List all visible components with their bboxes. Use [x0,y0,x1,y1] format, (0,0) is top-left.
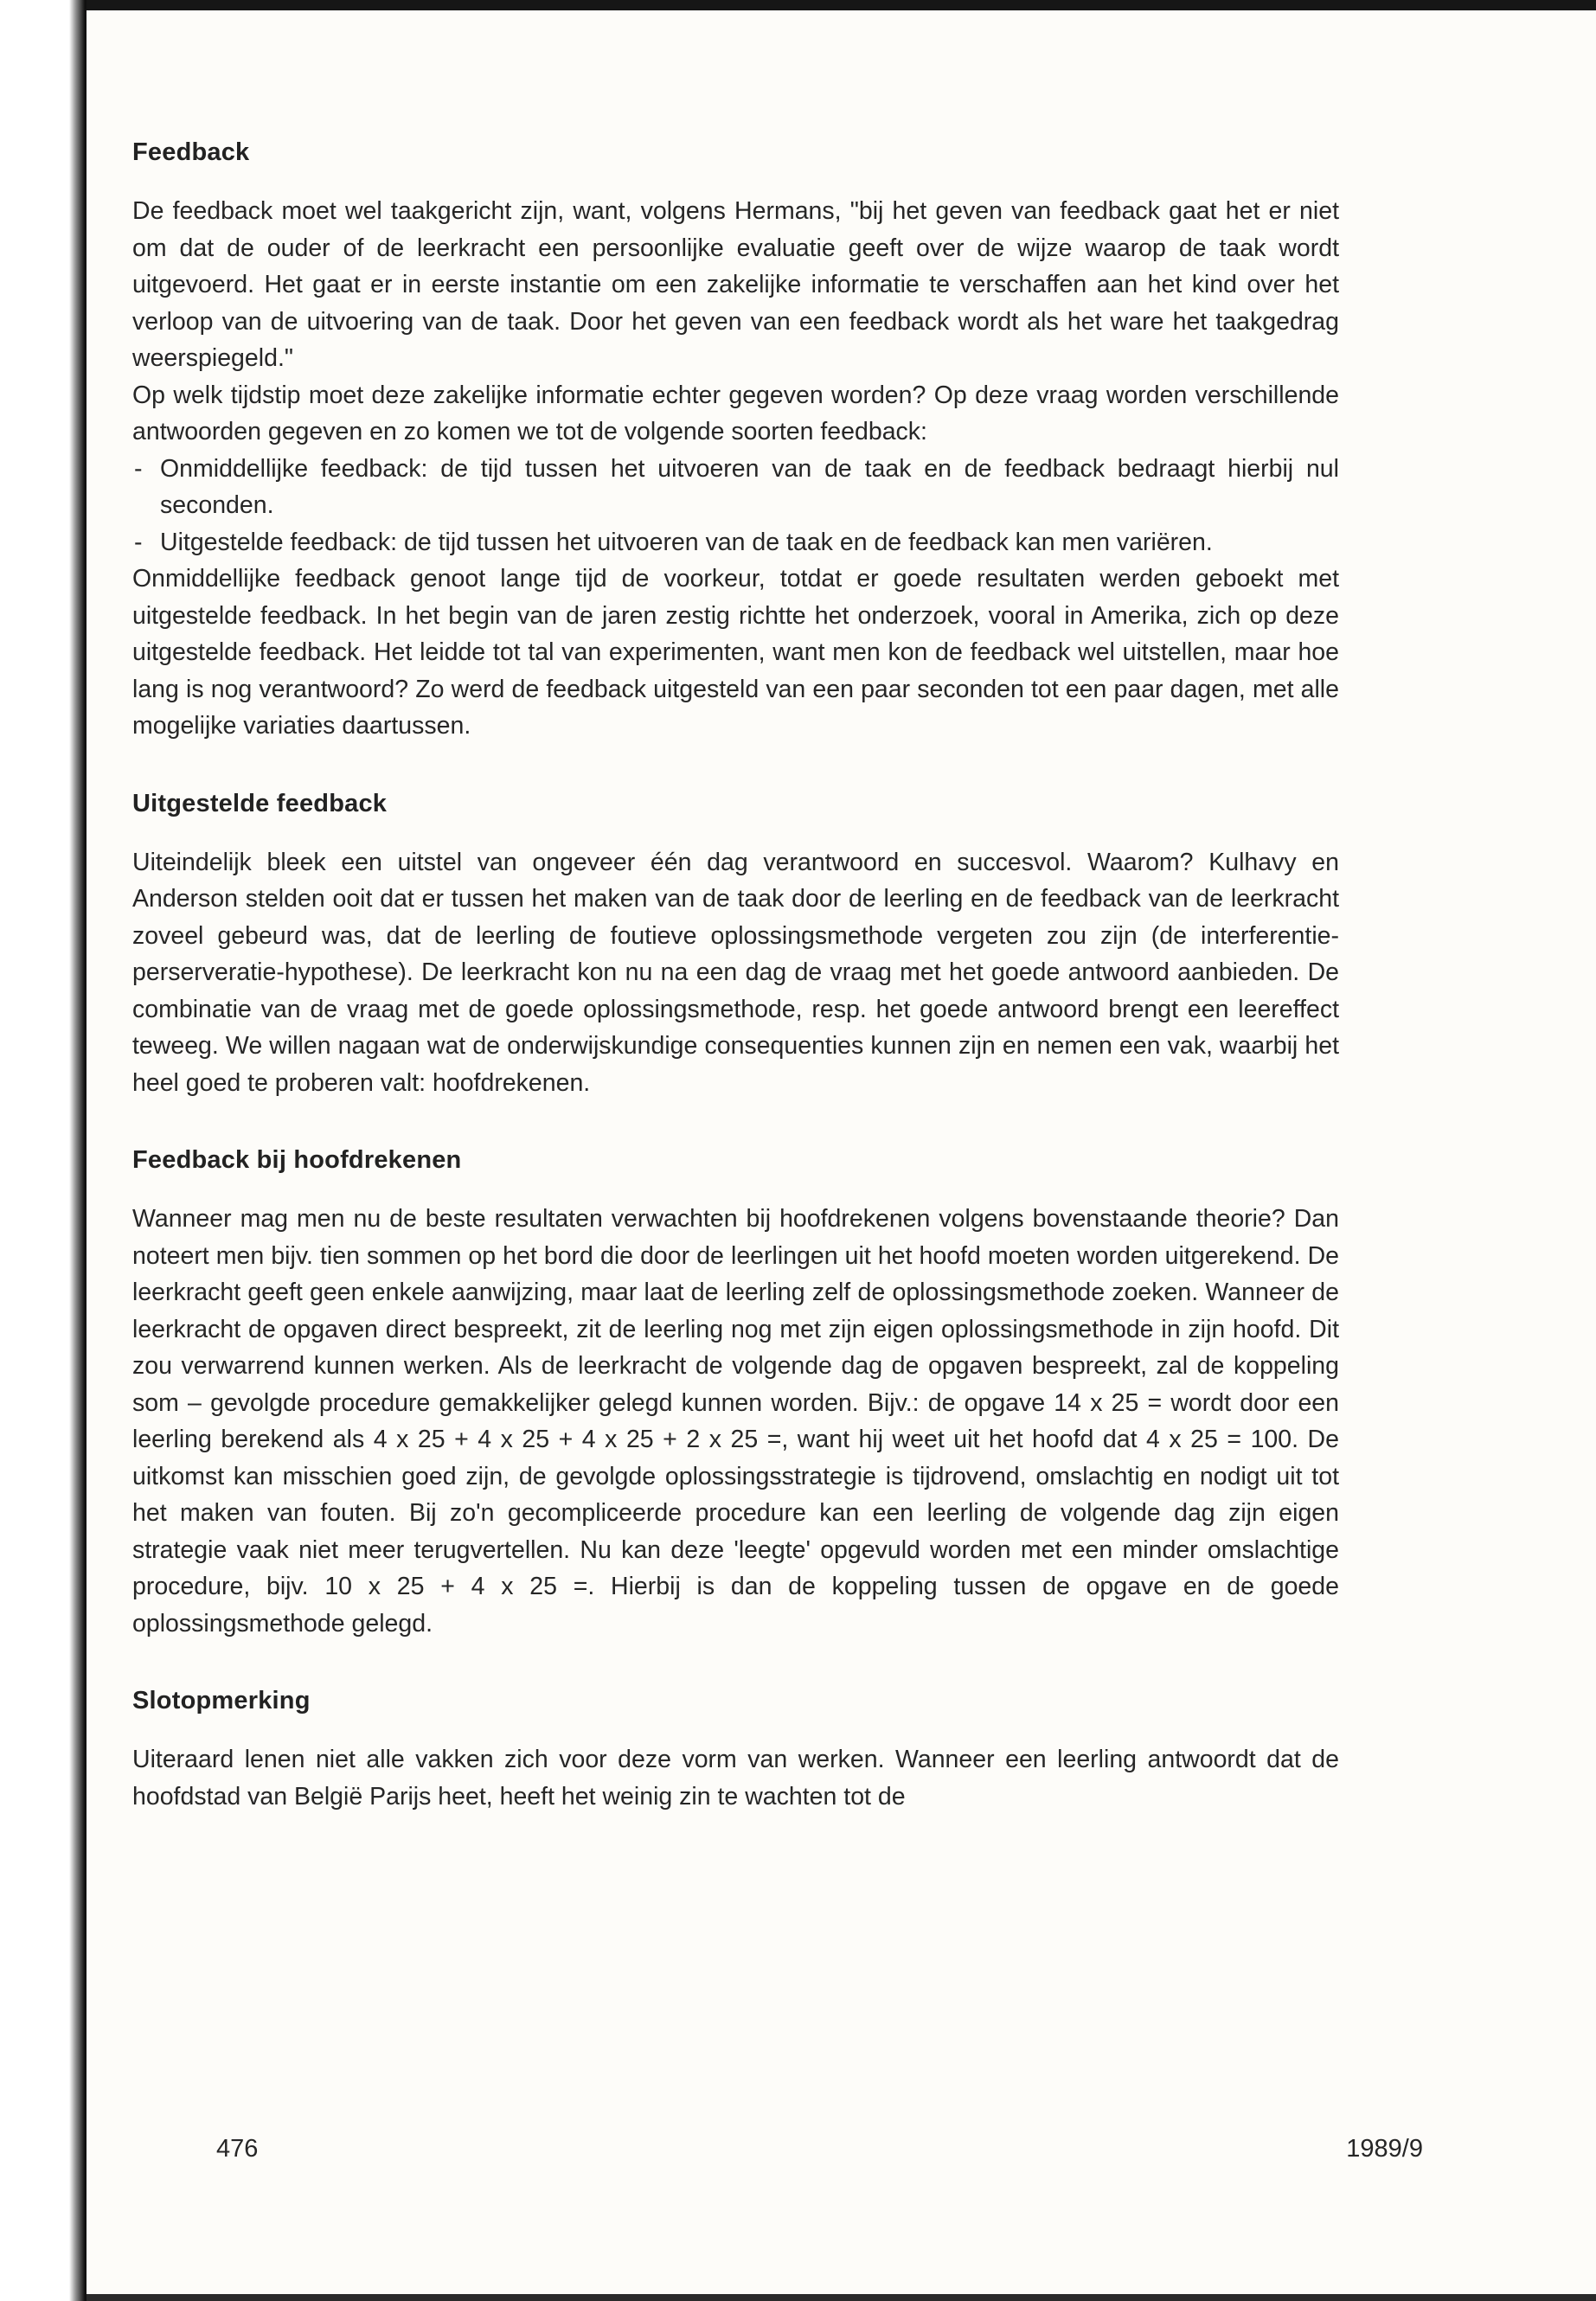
section-heading: Uitgestelde feedback [132,789,388,817]
page-number: 476 [216,2135,259,2163]
section-uitgestelde-feedback [132,790,1339,1102]
list-item: - Uitgestelde feedback: de tijd tussen het uitvoeren van de taak en de feedback kan men variëren. [132,524,1339,561]
scan-edge-top [87,0,1596,10]
scan-edge-left [0,0,87,2301]
paragraph: Wanneer mag men nu de beste resultaten verwachten bij hoofdrekenen volgens bovenstaande theorie? Dan noteert men bijv. tien sommen op het bord die door de leerlingen uit het hoofd moeten worden uitgerekend. De leerkracht geeft geen enkele aanwijzing, maar laat de leerling zelf de oplossingsmethode zoeken. Wanneer de leerkracht de opgaven direct bespreekt, zit de leerling nog met zijn eigen oplossingsmethode in zijn hoofd. Dit zou verwarrend kunnen werken. Als de leerkracht de volgende dag de opgaven bespreekt, zal de koppeling som – gevolgde procedure gemakkelijker gelegd kunnen worden. Bijv.: de opgave 14 x 25 = wordt door een leerling berekend als 4 x 25 + 4 x 25 + 4 x 25 + 2 x 25 =, want hij weet uit het hoofd dat 4 x 25 = 100. De uitkomst kan misschien goed zijn, de gevolgde oplossingsstrategie is tijdrovend, omslachtig en nodigt uit tot het maken van fouten. Bij zo'n gecompliceerde procedure kan een leerling de volgende dag zijn eigen strategie vaak niet meer terugvertellen. Nu kan deze 'leegte' opgevuld worden met een minder omslachtige procedure, bijv. 10 x 25 + 4 x 25 =. Hierbij is dan de koppeling tussen de opgave en de goede oplossingsmethode gelegd. [132,1205,1339,1638]
issue-number: 1989/9 [1346,2135,1423,2163]
section-feedback [132,138,1339,745]
list-item: - Onmiddellijke feedback: de tijd tussen het uitvoeren van de taak en de feedback bedraagt hierbij nul seconden. [132,451,1339,524]
section-heading: Feedback bij hoofdrekenen [132,1146,462,1174]
paragraph: Uiteindelijk bleek een uitstel van ongeveer één dag verantwoord en succesvol. Waarom? Kulhavy en Anderson stelden ooit dat er tussen het maken van de taak door de leerling en de feedback van de leerkracht zoveel gebeurd was, dat de leerling de foutieve oplossingsmethode vergeten zou zijn (de interferentie-perserveratie-hypothese). De leerkracht kon nu na een dag de vraag met het goede antwoord aanbieden. De combinatie van de vraag met de goede oplossingsmethode, resp. het goede antwoord brengt een leereffect teweeg. We willen nagaan wat de onderwijskundige consequenties kunnen zijn en nemen een vak, waarbij het heel goed te proberen valt: hoofdrekenen. [132,848,1339,1097]
scan-edge-bottom [87,2294,1596,2301]
paragraph: Onmiddellijke feedback genoot lange tijd de voorkeur, totdat er goede resultaten werden geboekt met uitgestelde feedback. In het begin van de jaren zestig richtte het onderzoek, vooral in Amerika, zich op deze uitgestelde feedback. Het leidde tot tal van experimenten, want men kon de feedback wel uitstellen, maar hoe lang is nog verantwoord? Zo werd de feedback uitgesteld van een paar seconden tot een paar dagen, met alle mogelijke variaties daartussen. [132,565,1339,740]
page-content [132,138,1339,1815]
section-feedback-bij-hoofdrekenen [132,1146,1339,1642]
page-footer [216,2135,1423,2163]
paragraph: Uiteraard lenen niet alle vakken zich voor deze vorm van werken. Wanneer een leerling antwoordt dat de hoofdstad van België Parijs heet, heeft het weinig zin te wachten tot de [132,1746,1339,1811]
section-slotopmerking [132,1687,1339,1815]
feedback-types-list [132,451,1339,561]
section-heading: Slotopmerking [132,1687,311,1715]
paragraph: De feedback moet wel taakgericht zijn, want, volgens Hermans, "bij het geven van feedback gaat het er niet om dat de ouder of de leerkracht een persoonlijke evaluatie geeft over de wijze waarop de taak wordt uitgevoerd. Het gaat er in eerste instantie om een zakelijke informatie te verschaffen aan het kind over het verloop van de uitvoering van de taak. Door het geven van een feedback wordt als het ware het taakgedrag weerspiegeld." [132,197,1339,372]
paragraph: Op welk tijdstip moet deze zakelijke informatie echter gegeven worden? Op deze vraag worden verschillende antwoorden gegeven en zo komen we tot de volgende soorten feedback: [132,381,1339,445]
section-heading: Feedback [132,138,250,166]
